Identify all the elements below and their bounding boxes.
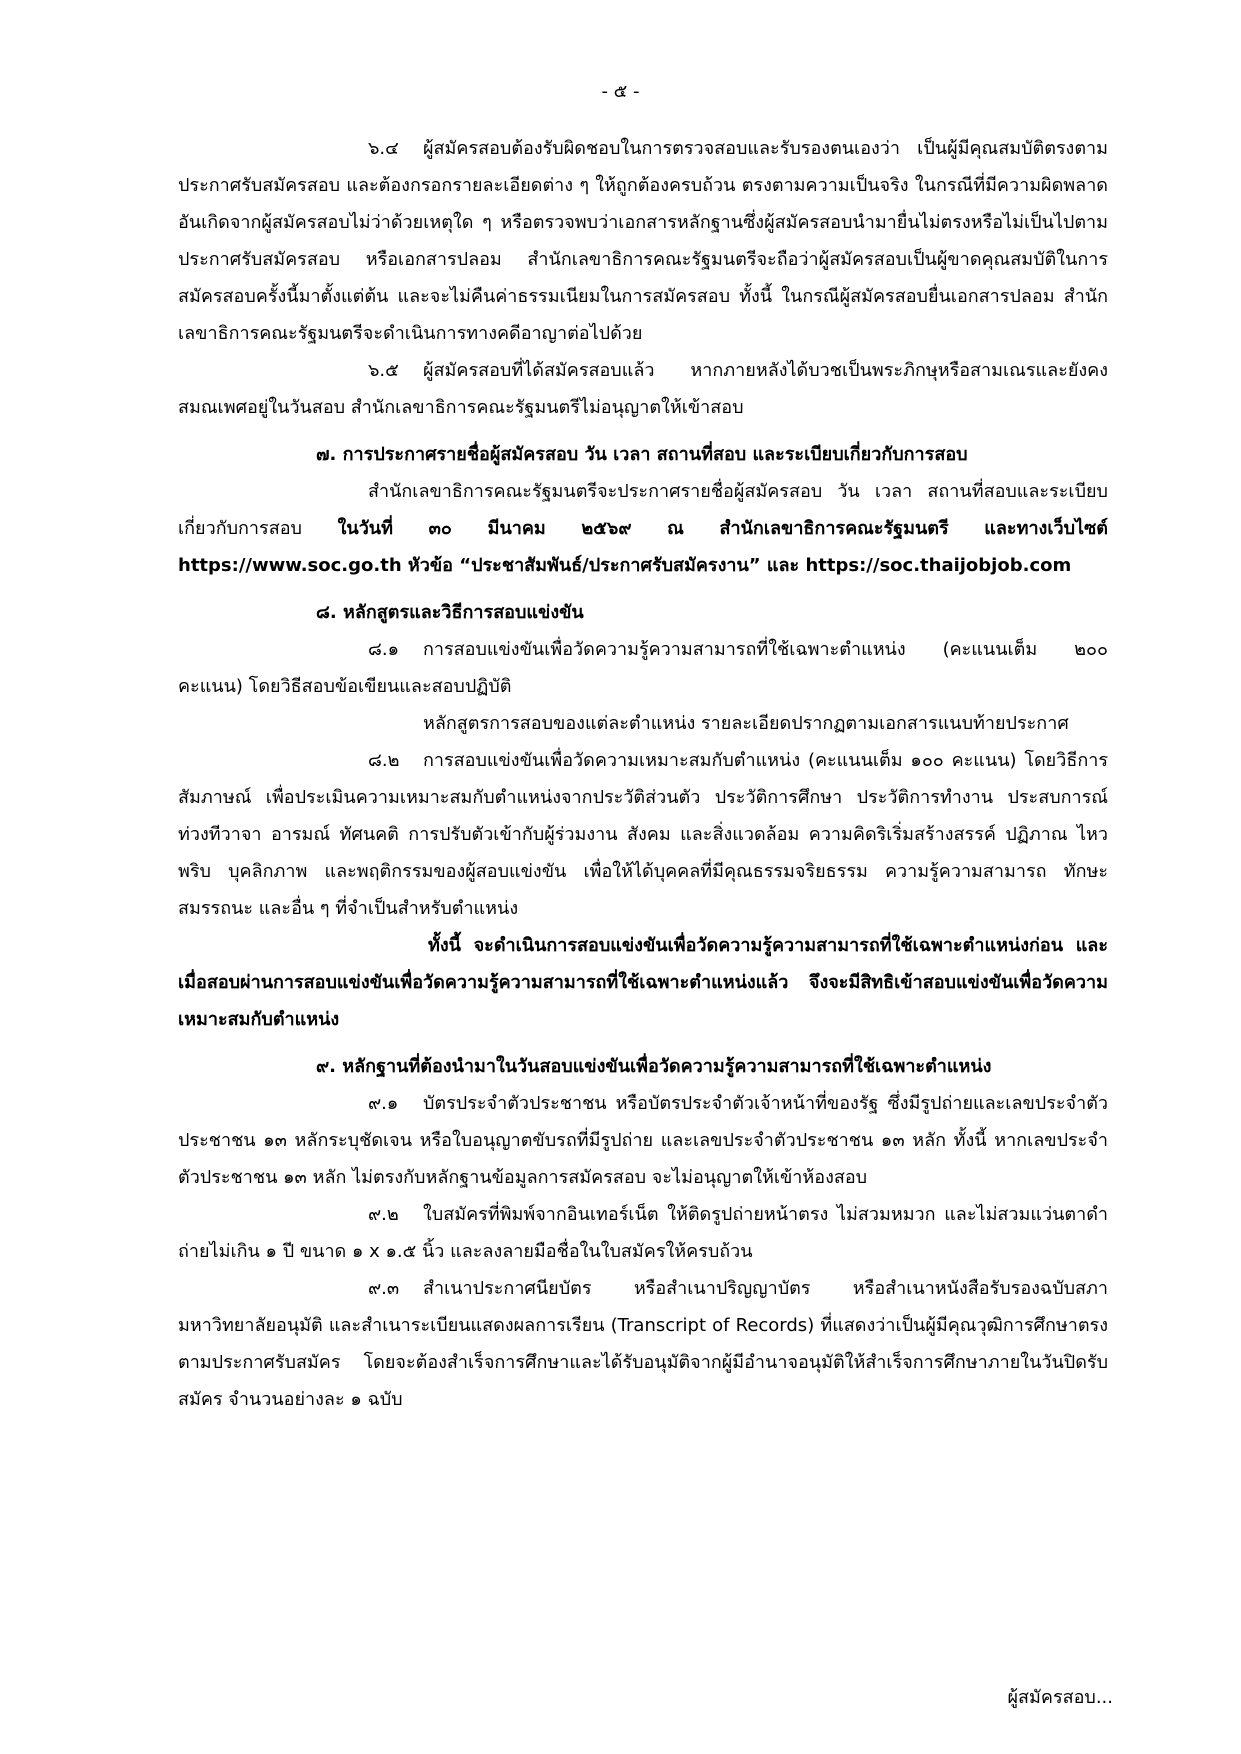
- section-9-3-text: สำเนาประกาศนียบัตร หรือสำเนาปริญญาบัตร หรือสำเนาหนังสือรับรองฉบับสภามหาวิทยาลัยอนุมัติ และสำเนาระเบียนแสดงผลการเรียน (Transcript of Records) ที่แสดงว่าเป็นผู้มีคุณวุฒิการศึกษาตรงตามประกาศรับสมัคร โดยจะต้องสำเร็จการศึกษาและได้รับอนุมัติจากผู้มีอำนาจอนุมัติให้สำเร็จการศึกษาภายในวันปิดรับสมัคร จำนวนอย่างละ ๑ ฉบับ: [178, 1278, 1108, 1410]
- section-8-1-note: หลักสูตรการสอบของแต่ละตำแหน่ง รายละเอียดปรากฏตามเอกสารแนบท้ายประกาศ: [423, 713, 1069, 734]
- section-9-1-number: ๙.๑: [368, 1093, 399, 1114]
- section-8-1: [178, 631, 1108, 705]
- continuation-catchword: ผู้สมัครสอบ...: [1007, 1687, 1113, 1708]
- page-number: - ๕ -: [601, 81, 640, 102]
- section-6-5-text: ผู้สมัครสอบที่ได้สมัครสอบแล้ว หากภายหลังได้บวชเป็นพระภิกษุหรือสามเณรและยังคงสมณเพศอยู่ในวันสอบ สำนักเลขาธิการคณะรัฐมนตรีไม่อนุญาตให้เข้าสอบ: [178, 360, 1108, 418]
- section-7-bold-text: ในวันที่ ๓๐ มีนาคม ๒๕๖๙ ณ สำนักเลขาธิการคณะรัฐมนตรี และทางเว็บไซต์ https://www.soc.go.th หัวข้อ “ประชาสัมพันธ์/ประกาศรับสมัครงาน” และ https://soc.thaijobjob.com: [178, 518, 1108, 576]
- section-6-5-number: ๖.๕: [368, 360, 399, 381]
- section-8-2-number: ๘.๒: [368, 750, 400, 771]
- section-6-4: [178, 130, 1108, 352]
- section-6-4-number: ๖.๔: [368, 138, 399, 159]
- section-9-2-text: ใบสมัครที่พิมพ์จากอินเทอร์เน็ต ให้ติดรูปถ่ายหน้าตรง ไม่สวมหมวก และไม่สวมแว่นตาดำ ถ่ายไม่เกิน ๑ ปี ขนาด ๑ x ๑.๕ นิ้ว และลงลายมือชื่อในใบสมัครให้ครบถ้วน: [178, 1204, 1108, 1262]
- section-9-2: [178, 1196, 1108, 1270]
- section-9-3: [178, 1270, 1108, 1418]
- section-8-bold-note: ทั้งนี้ จะดำเนินการสอบแข่งขันเพื่อวัดความรู้ความสามารถที่ใช้เฉพาะตำแหน่งก่อน และเมื่อสอบผ่านการสอบแข่งขันเพื่อวัดความรู้ความสามารถที่ใช้เฉพาะตำแหน่งแล้ว จึงจะมีสิทธิเข้าสอบแข่งขันเพื่อวัดความเหมาะสมกับตำแหน่ง: [178, 935, 1108, 1030]
- section-6-5: [178, 352, 1108, 426]
- section-7-paragraph: [178, 473, 1108, 584]
- section-9-2-number: ๙.๒: [368, 1204, 399, 1225]
- section-6-4-text: ผู้สมัครสอบต้องรับผิดชอบในการตรวจสอบและรับรองตนเองว่า เป็นผู้มีคุณสมบัติตรงตามประกาศรับสมัครสอบ และต้องกรอกรายละเอียดต่าง ๆ ให้ถูกต้องครบถ้วน ตรงตามความเป็นจริง ในกรณีที่มีความผิดพลาดอันเกิดจากผู้สมัครสอบไม่ว่าด้วยเหตุใด ๆ หรือตรวจพบว่าเอกสารหลักฐานซึ่งผู้สมัครสอบนำมายื่นไม่ตรงหรือไม่เป็นไปตามประกาศรับสมัครสอบ หรือเอกสารปลอม สำนักเลขาธิการคณะรัฐมนตรีจะถือว่าผู้สมัครสอบเป็นผู้ขาดคุณสมบัติในการสมัครสอบครั้งนี้มาตั้งแต่ต้น และจะไม่คืนค่าธรรมเนียมในการสมัครสอบ ทั้งนี้ ในกรณีผู้สมัครสอบยื่นเอกสารปลอม สำนักเลขาธิการคณะรัฐมนตรีจะดำเนินการทางคดีอาญาต่อไปด้วย: [178, 138, 1108, 344]
- section-7-heading: ๗. การประกาศรายชื่อผู้สมัครสอบ วัน เวลา สถานที่สอบ และระเบียบเกี่ยวกับการสอบ: [316, 444, 968, 465]
- section-7-text: สำนักเลขาธิการคณะรัฐมนตรีจะประกาศรายชื่อผู้สมัครสอบ วัน เวลา สถานที่สอบและระเบียบเกี่ยวกับการสอบ: [178, 481, 1108, 539]
- section-9-3-number: ๙.๓: [368, 1278, 400, 1299]
- document-body: [178, 130, 1108, 1418]
- section-8-2: [178, 742, 1108, 927]
- section-9-1: [178, 1085, 1108, 1196]
- section-8-1-text: การสอบแข่งขันเพื่อวัดความรู้ความสามารถที่ใช้เฉพาะตำแหน่ง (คะแนนเต็ม ๒๐๐ คะแนน) โดยวิธีสอบข้อเขียนและสอบปฏิบัติ: [178, 639, 1108, 697]
- section-9-heading: ๙. หลักฐานที่ต้องนำมาในวันสอบแข่งขันเพื่อวัดความรู้ความสามารถที่ใช้เฉพาะตำแหน่ง: [316, 1056, 992, 1077]
- section-9-1-text: บัตรประจำตัวประชาชน หรือบัตรประจำตัวเจ้าหน้าที่ของรัฐ ซึ่งมีรูปถ่ายและเลขประจำตัวประชาชน ๑๓ หลักระบุชัดเจน หรือใบอนุญาตขับรถที่มีรูปถ่าย และเลขประจำตัวประชาชน ๑๓ หลัก ทั้งนี้ หากเลขประจำตัวประชาชน ๑๓ หลัก ไม่ตรงกับหลักฐานข้อมูลการสมัครสอบ จะไม่อนุญาตให้เข้าห้องสอบ: [178, 1093, 1108, 1188]
- section-8-1-number: ๘.๑: [368, 639, 400, 660]
- section-8-2-text: การสอบแข่งขันเพื่อวัดความเหมาะสมกับตำแหน่ง (คะแนนเต็ม ๑๐๐ คะแนน) โดยวิธีการสัมภาษณ์ เพื่อประเมินความเหมาะสมกับตำแหน่งจากประวัติส่วนตัว ประวัติการศึกษา ประวัติการทำงาน ประสบการณ์ ท่วงทีวาจา อารมณ์ ทัศนคติ การปรับตัวเข้ากับผู้ร่วมงาน สังคม และสิ่งแวดล้อม ความคิดริเริ่มสร้างสรรค์ ปฏิภาณ ไหวพริบ บุคลิกภาพ และพฤติกรรมของผู้สอบแข่งขัน เพื่อให้ได้บุคคลที่มีคุณธรรมจริยธรรม ความรู้ความสามารถ ทักษะ สมรรถนะ และอื่น ๆ ที่จำเป็นสำหรับตำแหน่ง: [178, 750, 1108, 919]
- section-8-heading: ๘. หลักสูตรและวิธีการสอบแข่งขัน: [316, 602, 584, 623]
